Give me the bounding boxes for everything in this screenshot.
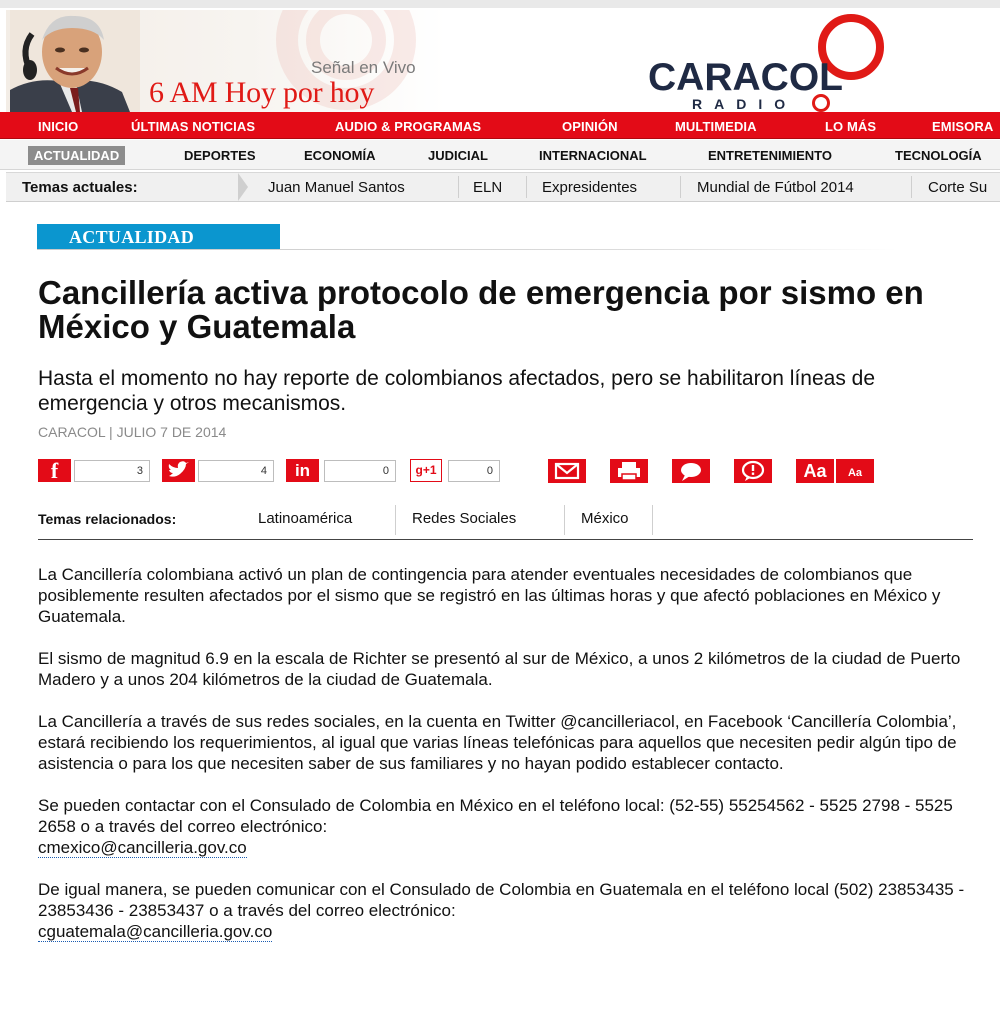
share-bar bbox=[38, 457, 978, 485]
related-topic-link[interactable]: Redes Sociales bbox=[412, 510, 517, 527]
article-paragraph: La Cancillería a través de sus redes sociales, en la cuenta en Twitter @cancilleriacol, en Facebook ‘Cancillería Colombia’, estará recibiendo los requerimientos, al igual que varias líneas telefónicas para aquellos que necesiten pedir algún tipo de asistencia o para los que necesiten saber de sus familiares y no hayan podido establecer contacto. bbox=[38, 712, 957, 773]
nav-item-opinion[interactable]: OPINIÓN bbox=[562, 119, 618, 134]
section-tab-economia[interactable]: ECONOMÍA bbox=[304, 148, 376, 163]
live-radio-banner[interactable] bbox=[6, 10, 446, 112]
section-nav bbox=[0, 140, 1000, 170]
facebook-icon[interactable]: f bbox=[38, 459, 71, 482]
linkedin-icon[interactable]: in bbox=[286, 459, 319, 482]
article-paragraph bbox=[38, 879, 973, 942]
email-icon[interactable] bbox=[548, 459, 586, 483]
related-topics-label: Temas relacionados: bbox=[38, 511, 177, 527]
divider bbox=[395, 505, 396, 535]
article-subhead: Hasta el momento no hay reporte de colombianos afectados, pero se habilitaron líneas de emergencia y otros mecanismos. bbox=[38, 367, 876, 415]
print-icon[interactable] bbox=[610, 459, 648, 483]
top-strip bbox=[0, 0, 1000, 8]
twitter-share-count: 4 bbox=[198, 460, 274, 482]
linkedin-share-count: 0 bbox=[324, 460, 396, 482]
nav-item-ultimas-noticias[interactable]: ÚLTIMAS NOTICIAS bbox=[131, 119, 256, 134]
logo-ring-small bbox=[812, 94, 830, 112]
article-paragraph: El sismo de magnitud 6.9 en la escala de Richter se presentó al sur de México, a unos 2 kilómetros de la ciudad de Puerto Madero y a unos 204 kilómetros de la ciudad de Guatemala. bbox=[38, 649, 961, 689]
font-decrease-icon[interactable]: Aa bbox=[836, 459, 874, 483]
related-topic-link[interactable]: México bbox=[581, 510, 629, 527]
current-topics-bar bbox=[6, 172, 1000, 202]
topic-link[interactable]: ELN bbox=[473, 179, 503, 196]
topic-link[interactable]: Juan Manuel Santos bbox=[268, 179, 405, 196]
logo-word: CARACOL bbox=[648, 56, 843, 99]
section-tab-deportes[interactable]: DEPORTES bbox=[184, 148, 256, 163]
nav-item-audio-programas[interactable]: AUDIO & PROGRAMAS bbox=[335, 119, 482, 134]
show-title: 6 AM Hoy por hoy bbox=[149, 76, 375, 109]
article-paragraph bbox=[38, 795, 973, 858]
nav-item-emisoras[interactable]: EMISORA bbox=[932, 119, 994, 134]
google-plus-share-count: 0 bbox=[448, 460, 500, 482]
article-headline: Cancillería activa protocolo de emergencia por sismo en México y Guatemala bbox=[38, 274, 924, 345]
section-tab-internacional[interactable]: INTERNACIONAL bbox=[539, 148, 647, 163]
report-error-icon[interactable] bbox=[734, 459, 772, 483]
chevron-right-icon bbox=[238, 173, 248, 201]
font-increase-icon[interactable]: Aa bbox=[796, 459, 834, 483]
live-signal-label: Señal en Vivo bbox=[311, 58, 416, 77]
article-byline: CARACOL | JULIO 7 DE 2014 bbox=[38, 424, 227, 440]
nav-item-multimedia[interactable]: MULTIMEDIA bbox=[675, 119, 757, 134]
google-plus-icon[interactable]: g+1 bbox=[410, 459, 442, 482]
article-body bbox=[38, 564, 973, 963]
current-topics-label: Temas actuales: bbox=[22, 179, 138, 196]
section-tab-judicial[interactable]: JUDICIAL bbox=[428, 148, 488, 163]
divider bbox=[564, 505, 565, 535]
host-portrait bbox=[10, 10, 140, 112]
logo-sub: RADIO bbox=[692, 96, 798, 112]
facebook-share-count: 3 bbox=[74, 460, 150, 482]
section-tab-entretenimiento[interactable]: ENTRETENIMIENTO bbox=[708, 148, 832, 163]
topic-link[interactable]: Mundial de Fútbol 2014 bbox=[697, 179, 854, 196]
related-topic-link[interactable]: Latinoamérica bbox=[258, 510, 353, 527]
nav-item-inicio[interactable]: INICIO bbox=[38, 119, 79, 134]
caracol-radio-logo[interactable] bbox=[642, 10, 892, 112]
section-tag[interactable]: ACTUALIDAD bbox=[37, 224, 280, 250]
paragraph-text: Se pueden contactar con el Consulado de Colombia en México en el teléfono local: (52-55) 55254562 - 5525 2798 - 5525 2658 o a través del correo electrónico: bbox=[38, 796, 953, 836]
twitter-bird-icon bbox=[162, 459, 195, 482]
related-topics bbox=[38, 505, 973, 540]
email-link[interactable]: cmexico@cancilleria.gov.co bbox=[38, 838, 247, 857]
section-tab-actualidad[interactable]: ACTUALIDAD bbox=[28, 146, 125, 165]
site-header bbox=[0, 8, 1000, 112]
divider bbox=[652, 505, 653, 535]
paragraph-text: De igual manera, se pueden comunicar con el Consulado de Colombia en Guatemala en el teléfono local (502) 23853435 - 23853436 - 23853437 o a través del correo electrónico: bbox=[38, 880, 965, 920]
email-link[interactable]: cguatemala@cancilleria.gov.co bbox=[38, 922, 273, 941]
section-divider bbox=[37, 249, 897, 250]
article-paragraph: La Cancillería colombiana activó un plan de contingencia para atender eventuales necesidades de colombianos que posiblemente resulten afectados por el sismo que se registró en las últimas horas y que afectó poblaciones en México y Guatemala. bbox=[38, 565, 941, 626]
divider bbox=[911, 176, 912, 198]
nav-item-lo-mas[interactable]: LO MÁS bbox=[825, 119, 877, 134]
twitter-icon[interactable] bbox=[162, 459, 195, 482]
section-tab-tecnologia[interactable]: TECNOLOGÍA bbox=[895, 148, 982, 163]
main-nav bbox=[0, 112, 1000, 139]
divider bbox=[526, 176, 527, 198]
topic-link[interactable]: Expresidentes bbox=[542, 179, 638, 196]
divider bbox=[458, 176, 459, 198]
topic-link[interactable]: Corte Su bbox=[928, 179, 988, 196]
divider bbox=[680, 176, 681, 198]
comment-icon[interactable] bbox=[672, 459, 710, 483]
